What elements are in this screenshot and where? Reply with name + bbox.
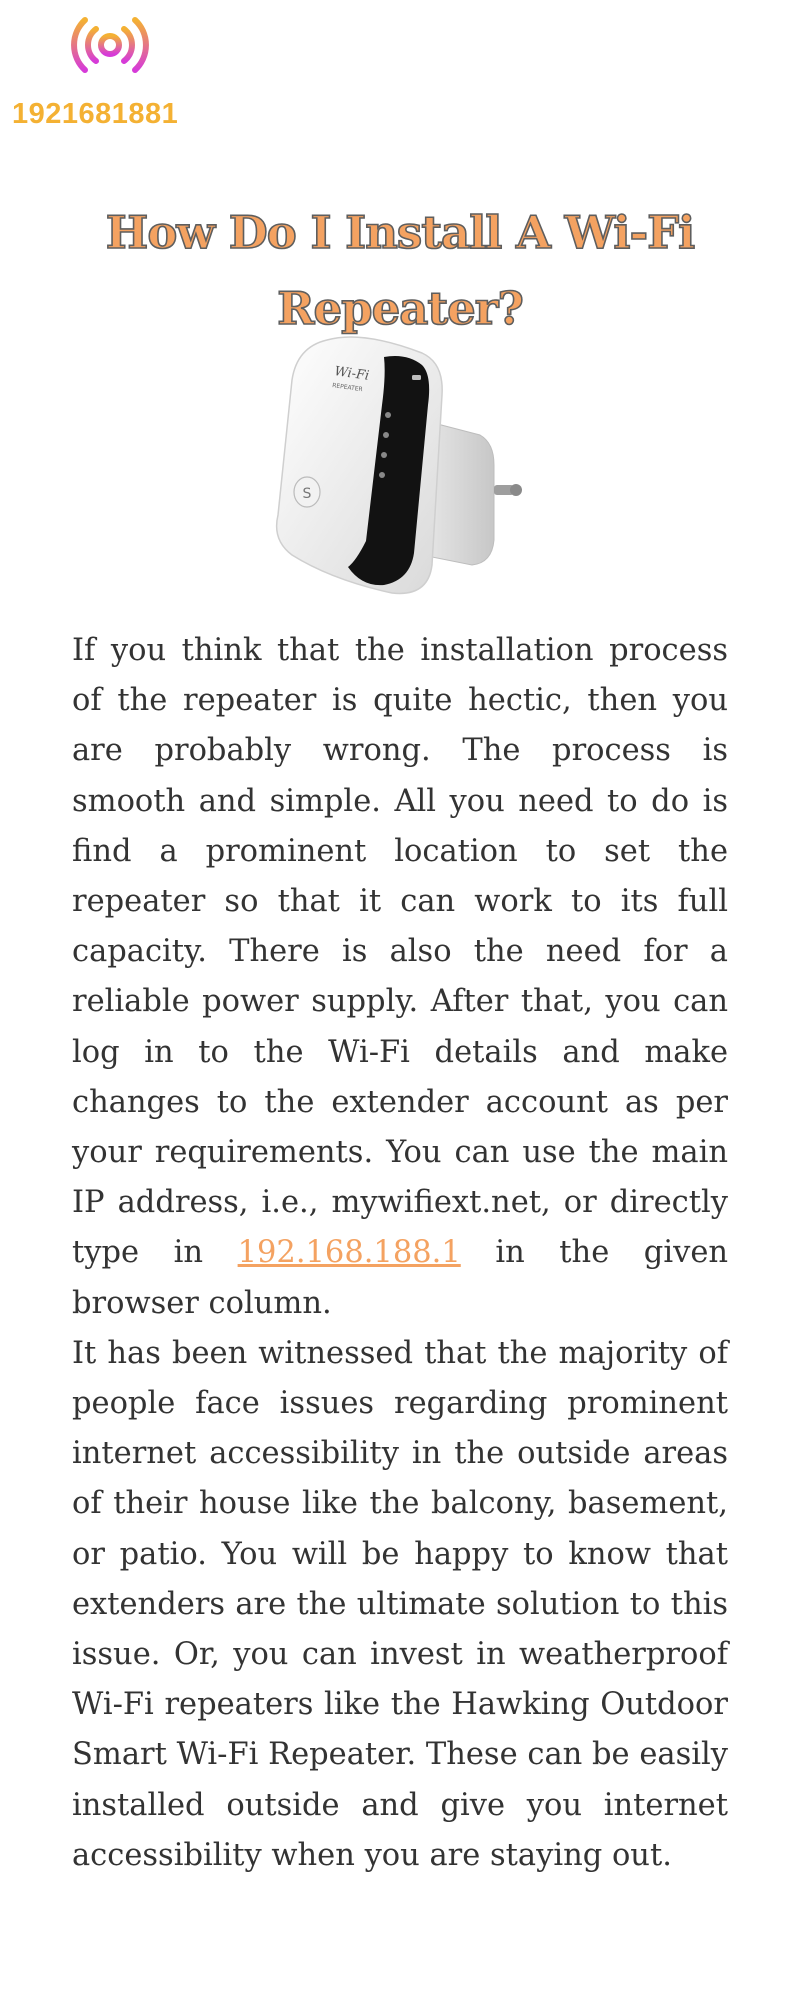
page-title: How Do I Install A Wi-Fi Repeater?	[105, 206, 695, 336]
paragraph-text: in the given browser column.	[72, 1235, 729, 1321]
wifi-repeater-image	[272, 335, 542, 600]
device-label: Wi-Fi	[333, 364, 371, 384]
paragraph-text: If you think that the installation process of the repeater is quite hectic, then you are probably wrong. The process is smooth and simple. All you need to do is find a prominent location to set the repeater so that it can work to its full capacity. There is also the need for a reliable power supply. After that, you can log in to the Wi-Fi details and make changes to the extender account as per your requirements. You can use the main IP address, i.e., mywifiext.net, or directly type in	[72, 633, 728, 1271]
article-paragraph	[72, 626, 728, 1329]
svg-text:S: S	[302, 486, 312, 502]
site-logo[interactable]	[10, 8, 210, 138]
ip-address-link[interactable]: 192.168.188.1	[237, 1235, 461, 1271]
article-paragraph: It has been witnessed that the majority of people face issues regarding prominent internet accessibility in the outside areas of their house like the balcony, basement, or patio. You will be happy to know that extenders are the ultimate solution to this issue. Or, you can invest in weatherproof Wi-Fi repeaters like the Hawking Outdoor Smart Wi-Fi Repeater. These can be easily installed outside and give you internet accessibility when you are staying out.	[72, 1335, 728, 1873]
article-body	[72, 626, 728, 1881]
logo-text: 1921681881	[12, 98, 179, 130]
wifi-antenna-icon	[65, 8, 155, 98]
device-sublabel: REPEATER	[331, 382, 364, 394]
